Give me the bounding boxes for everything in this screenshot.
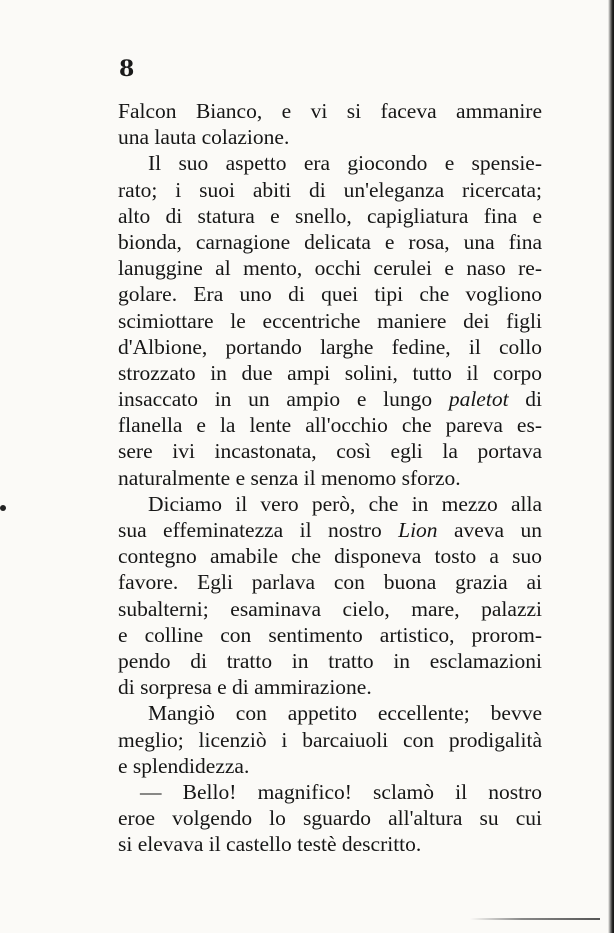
text-line: d'Albione, portando larghe fedine, il collo [118, 334, 542, 359]
page-edge-shadow [470, 918, 600, 920]
text-line: contegno amabile che disponeva tosto a suo [118, 544, 542, 569]
text-line: eroe volgendo lo sguardo all'altura su cui [118, 806, 542, 831]
italic-word: paletot [448, 387, 509, 412]
paragraph-5 [118, 779, 542, 858]
text-line: si elevava il castello testè descritto. [118, 832, 422, 857]
text-line: scimiottare le eccentriche maniere dei figli [118, 308, 542, 333]
text-line: lanuggine al mento, occhi cerulei e naso re- [118, 256, 542, 281]
italic-word: Lion [398, 518, 438, 542]
text-line: Diciamo il vero però, che in mezzo alla [148, 491, 542, 516]
text-fragment: sua effeminatezza il nostro [118, 518, 399, 542]
paragraph-1 [118, 98, 542, 150]
text-line: una lauta colazione. [118, 125, 290, 150]
text-line: golare. Era uno di quei tipi che vogliono [118, 282, 542, 307]
text-line: Falcon Bianco, e vi si faceva ammanire [118, 99, 542, 123]
paragraph-2 [118, 150, 542, 490]
text-line: rato; i suoi abiti di un'eleganza ricercata; [118, 177, 542, 202]
text-line: meglio; licenziò i barcaiuoli con prodigalità [118, 727, 542, 752]
text-fragment: aveva un [437, 518, 542, 542]
text-line: — Bello! magnifico! sclamò il nostro [140, 779, 542, 804]
text-line: subalterni; esaminava cielo, mare, palazzi [118, 596, 542, 621]
text-line: e colline con sentimento artistico, prorom- [118, 622, 542, 647]
text-line [118, 386, 542, 412]
ink-smudge [0, 505, 6, 511]
text-line: favore. Egli parlava con buona grazia ai [118, 570, 542, 595]
paragraph-3 [118, 491, 542, 701]
text-line: e splendidezza. [118, 753, 250, 778]
text-line: di sorpresa e di ammirazione. [118, 675, 372, 700]
text-line: strozzato in due ampi solini, tutto il corpo [118, 360, 542, 385]
text-line: Mangiò con appetito eccellente; bevve [148, 701, 542, 726]
text-line [118, 517, 542, 543]
binding-edge [608, 0, 614, 933]
text-fragment: insaccato in un ampio e lungo [118, 387, 449, 412]
text-line: naturalmente e senza il menomo sforzo. [118, 465, 461, 490]
text-line: alto di statura e snello, capigliatura fina e [118, 203, 542, 228]
text-line: flanella e la lente all'occhio che pareva es- [118, 413, 542, 438]
text-line: Il suo aspetto era giocondo e spensie- [148, 151, 542, 176]
page-number: 8 [119, 56, 135, 82]
text-line: sere ivi incastonata, così egli la portava [118, 439, 542, 464]
text-line: pendo di tratto in tratto in esclamazioni [118, 648, 542, 673]
text-fragment: di [508, 387, 542, 412]
body-text [118, 98, 542, 857]
paragraph-4 [118, 700, 542, 779]
text-line: bionda, carnagione delicata e rosa, una fina [118, 229, 542, 254]
